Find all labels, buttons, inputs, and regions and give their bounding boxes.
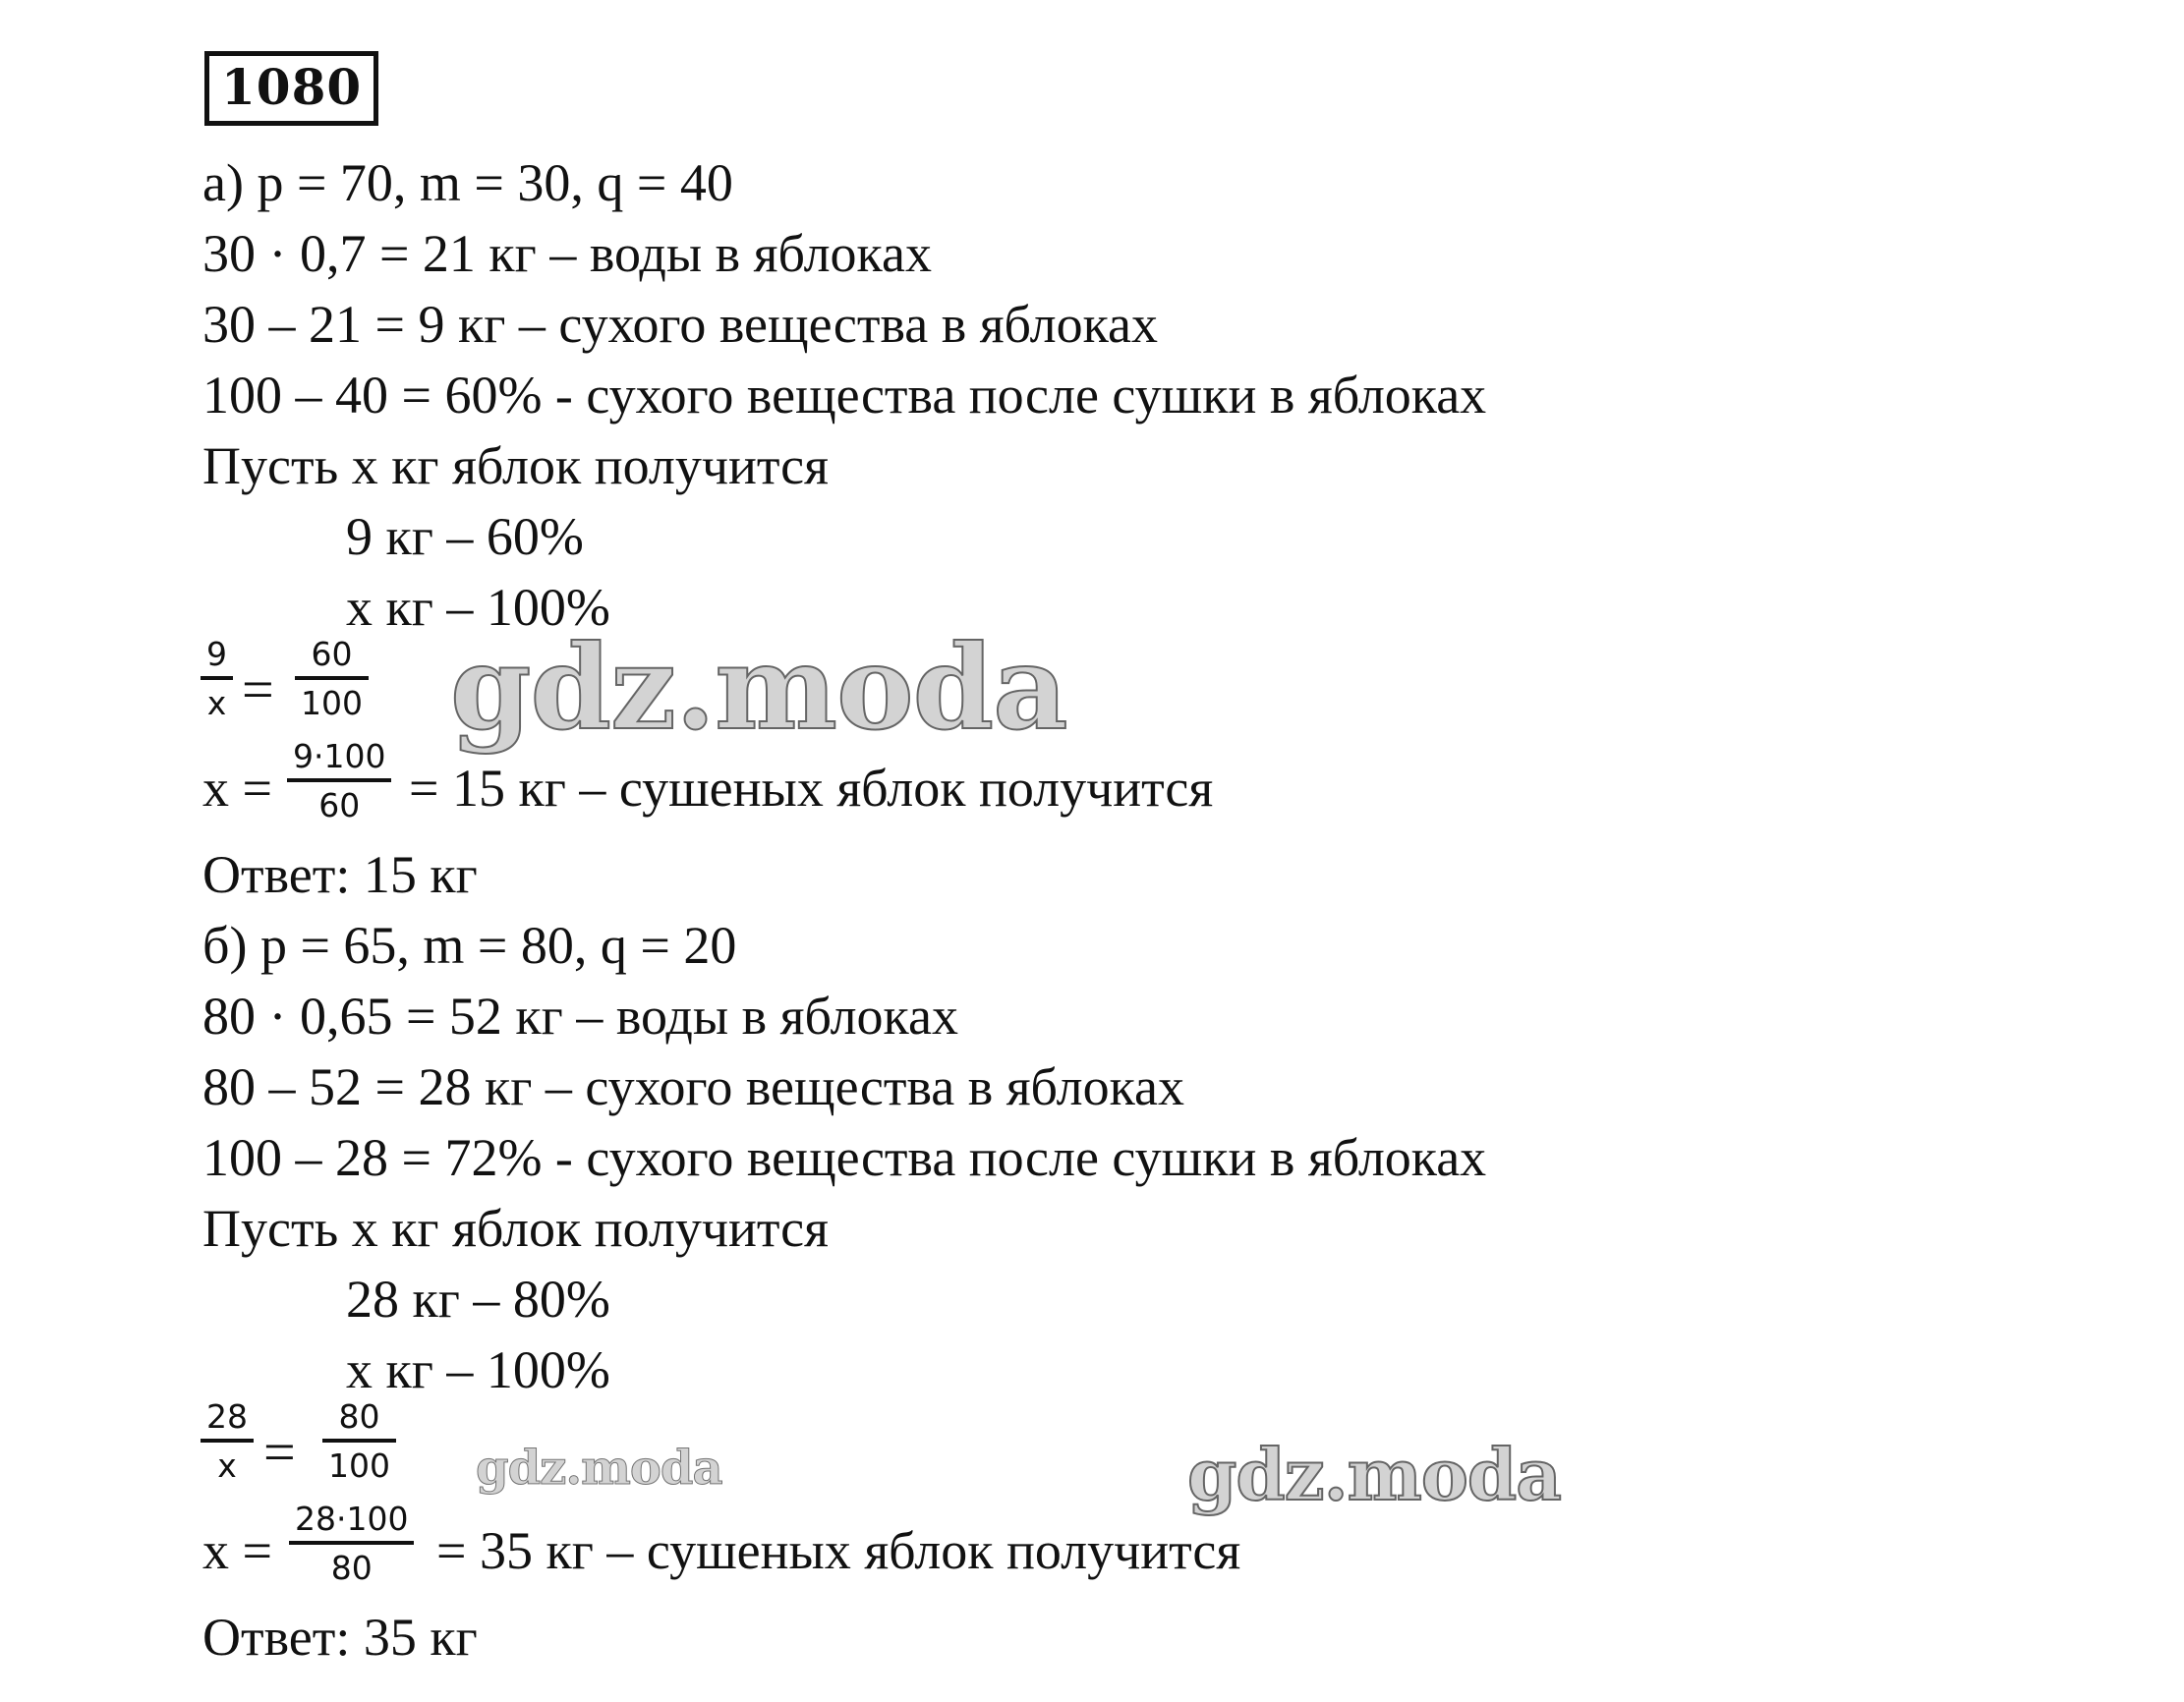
watermark-medium: gdz.moda	[1187, 1433, 1561, 1516]
fraction-denominator: 80	[330, 1549, 373, 1587]
part-b-line-water: 80 · 0,65 = 52 кг – воды в яблоках	[202, 987, 958, 1046]
fraction-numerator: 28·100	[295, 1500, 409, 1538]
part-b-eq-left-fraction	[201, 1399, 254, 1484]
part-b-proportion-1: 28 кг – 80%	[346, 1270, 610, 1329]
watermark-large: gdz.moda	[450, 619, 1067, 756]
part-a-line-water: 30 · 0,7 = 21 кг – воды в яблоках	[202, 224, 932, 283]
part-b-header: б) p = 65, m = 80, q = 20	[202, 916, 737, 975]
part-a-equals-sign: =	[242, 657, 274, 721]
fraction-numerator: 9	[206, 635, 227, 673]
fraction-numerator: 60	[311, 635, 353, 673]
part-a-proportion-1: 9 кг – 60%	[346, 507, 584, 566]
part-a-let-statement: Пусть х кг яблок получится	[202, 436, 829, 495]
part-b-line-dry-matter: 80 – 52 = 28 кг – сухого вещества в яблоках	[202, 1057, 1184, 1116]
fraction-denominator: 100	[301, 684, 363, 722]
part-a-header: а) p = 70, m = 30, q = 40	[202, 153, 733, 212]
part-b-x-result: = 35 кг – сушеных яблок получится	[436, 1521, 1241, 1580]
part-a-proportion-2: х кг – 100%	[346, 578, 610, 637]
part-b-let-statement: Пусть х кг яблок получится	[202, 1199, 829, 1258]
fraction-denominator: x	[206, 684, 227, 722]
fraction-numerator: 28	[206, 1397, 248, 1436]
part-a-eq-right-fraction	[295, 637, 369, 721]
part-b-x-fraction	[289, 1502, 414, 1586]
part-a-line-dry-percent: 100 – 40 = 60% - сухого вещества после сушки в яблоках	[202, 366, 1487, 425]
part-b-line-dry-percent: 100 – 28 = 72% - сухого вещества после сушки в яблоках	[202, 1128, 1487, 1187]
fraction-numerator: 9·100	[293, 737, 386, 775]
fraction-denominator: 60	[318, 786, 361, 824]
problem-number-box: 1080	[204, 51, 378, 126]
fraction-numerator: 80	[338, 1397, 380, 1436]
part-b-x-label: х =	[202, 1521, 272, 1580]
part-b-proportion-2: х кг – 100%	[346, 1340, 610, 1399]
part-a-line-dry-matter: 30 – 21 = 9 кг – сухого вещества в яблоках	[202, 295, 1158, 354]
watermark-small: gdz.moda	[476, 1441, 722, 1496]
part-b-eq-right-fraction	[322, 1399, 396, 1484]
part-a-x-label: х =	[202, 759, 272, 818]
fraction-denominator: 100	[328, 1447, 390, 1485]
part-a-x-fraction	[287, 739, 391, 823]
fraction-denominator: x	[217, 1447, 237, 1485]
part-b-equals-sign: =	[263, 1420, 296, 1484]
part-a-eq-left-fraction	[201, 637, 233, 721]
part-b-answer: Ответ: 35 кг	[202, 1608, 478, 1667]
part-a-answer: Ответ: 15 кг	[202, 845, 478, 904]
part-a-x-result: = 15 кг – сушеных яблок получится	[409, 759, 1214, 818]
